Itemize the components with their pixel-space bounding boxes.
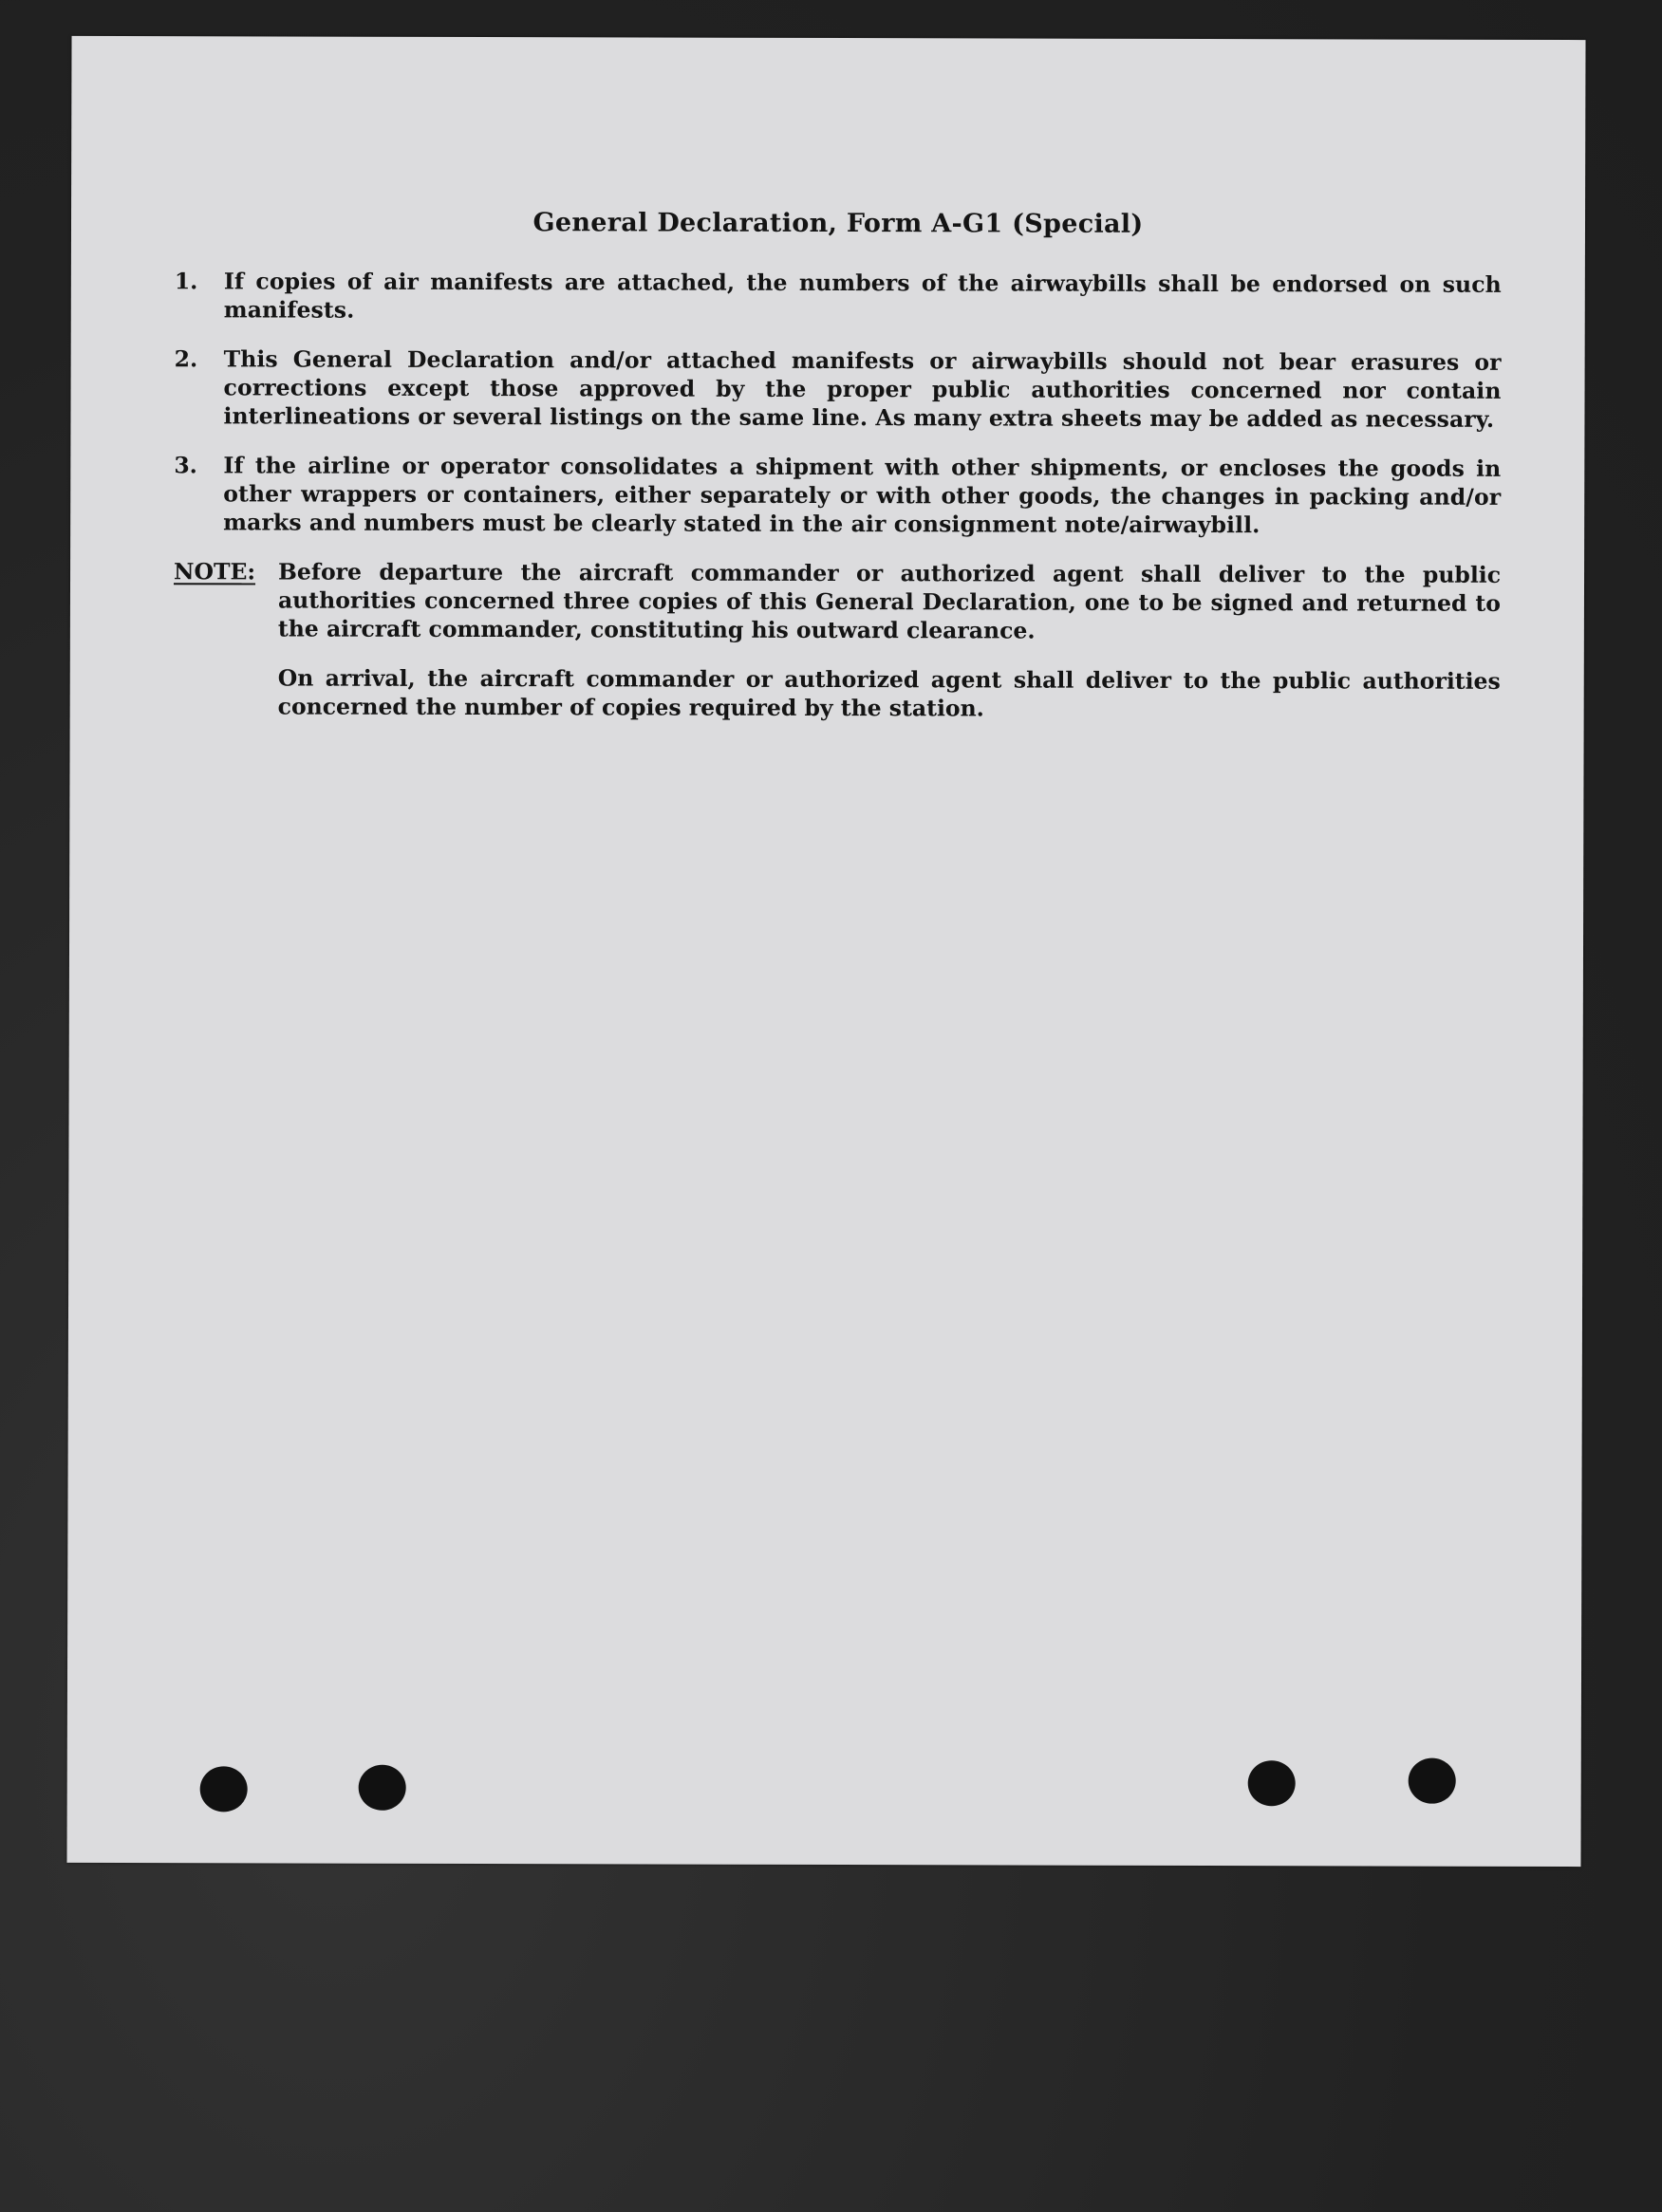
list-item	[172, 344, 1501, 434]
note-paragraph: Before departure the aircraft commander or authorized agent shall deliver to the public authorities concerned three copies of this General Declaration, one to be signed and returned to the aircraft commander, constituting his outward clearance.	[277, 558, 1502, 644]
item-text: If copies of air manifests are attached, the numbers of the airwaybills shall be endorsed on such manifests.	[223, 268, 1502, 324]
note-section	[172, 557, 1502, 745]
list-item	[173, 267, 1502, 327]
punch-hole	[1248, 1760, 1296, 1806]
punch-hole	[200, 1766, 248, 1812]
item-text: This General Declaration and/or attached manifests or airwaybills should not bear erasures or corrections except those approved by the proper public authorities concerned nor contain interlineations or several listings on the same line. As many extra sheets may be added as necessary.	[223, 345, 1502, 433]
list-item	[172, 451, 1501, 540]
document-page	[66, 36, 1585, 1867]
note-label: NOTE:	[174, 558, 256, 586]
item-number: 2.	[174, 345, 198, 373]
item-text: If the airline or operator consolidates a shipment with other shipments, or encloses the goods in other wrappers or containers, either separately or with other goods, the changes in packing and/or marks and numbers must be clearly stated in the air consignment note/airwaybill.	[223, 452, 1502, 539]
note-body	[278, 557, 1502, 744]
note-paragraph: On arrival, the aircraft commander or authorized agent shall deliver to the public authorities concerned the number of copies required by the station.	[277, 664, 1501, 722]
item-number: 1.	[174, 268, 198, 295]
punch-hole	[1409, 1758, 1456, 1804]
item-number: 3.	[174, 452, 197, 479]
document-content	[172, 207, 1502, 745]
document-title: General Declaration, Form A-G1 (Special)	[532, 208, 1144, 239]
punch-hole	[359, 1765, 406, 1811]
